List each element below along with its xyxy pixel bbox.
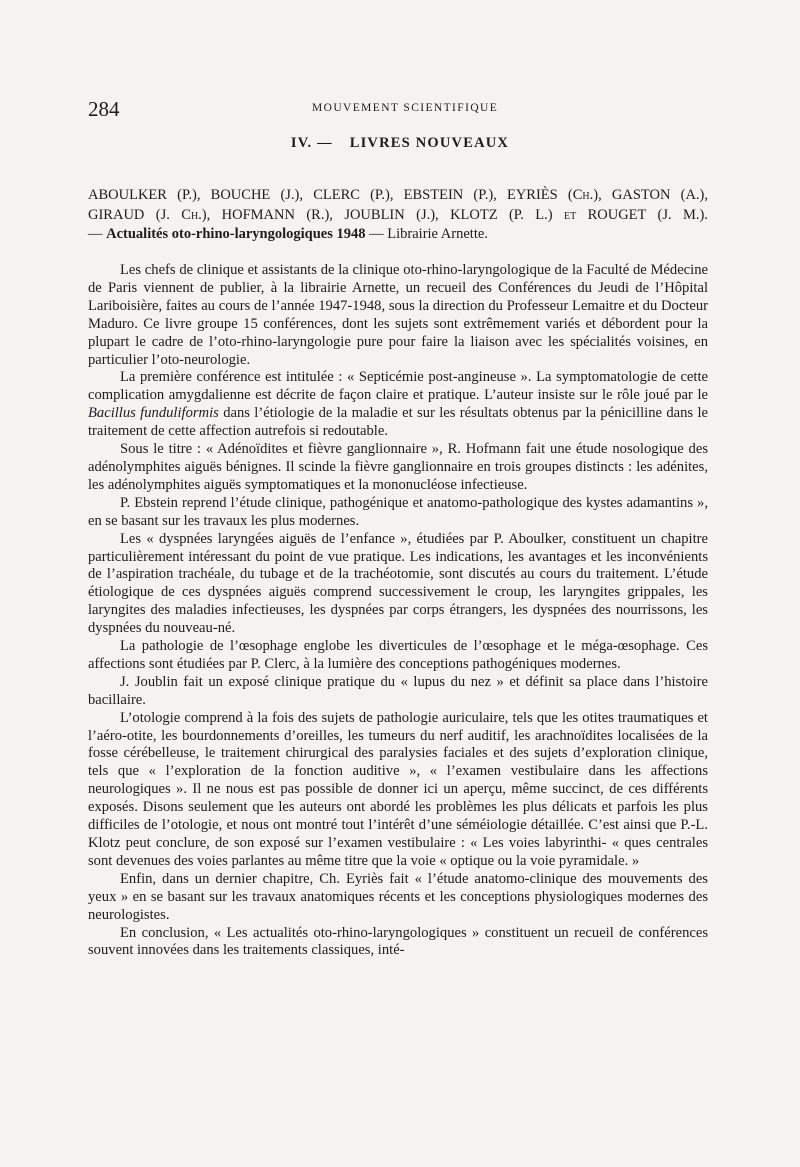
running-header	[88, 97, 708, 119]
book-title: Actualités oto-rhino-laryngologiques 1948	[106, 226, 366, 242]
book-reference	[88, 186, 708, 245]
paragraph: Les chefs de clinique et assistants de la clinique oto-rhino-laryngologique de la Faculté de Médecine de Paris viennent de publier, à la librairie Arnette, un recueil des Conférences du Jeudi de l’Hôpital Lariboisière, faites au cours de l’année 1947-1948, sous la direction du Professeur Lemaitre et du Docteur Maduro. Ce livre groupe 15 conférences, dont les sujets sont extrêmement variés et débordent pour la plupart le cadre de l’oto-rhino-laryngologie pure pour faire la liaison avec les spécialités voisines, en particulier l’oto-neurologie.	[88, 262, 708, 368]
reference-authors-line-2: GIRAUD (J. Ch.), HOFMANN (R.), JOUBLIN (J.), KLOTZ (P. L.) et ROUGET (J. M.).	[88, 206, 708, 223]
reference-title-line	[88, 225, 708, 245]
review-body	[88, 262, 708, 960]
paragraph: En conclusion, « Les actualités oto-rhino-laryngologiques » constituent un recueil de conférences souvent innovées dans les traitements classiques, inté-	[88, 924, 708, 959]
paragraph-text: dans l’étiologie de la maladie et sur les résultats obtenus par la pénicilline dans le traitement de cette affection autrefois si redoutable.	[88, 405, 708, 440]
paragraph: L’otologie comprend à la fois des sujets de pathologie auriculaire, tels que les otites traumatiques et l’aéro-otite, les bourdonnements d’oreilles, les tumeurs du nerf auditif, les arachnoïdites localisées de la fosse cérébelleuse, le traitement chirurgical des paralysies faciales et des sujets d’exploration clinique, tels que « l’exploration de la fonction auditive », « l’examen vestibulaire dans les affections neurologiques ». Il ne nous est pas possible de donner ici un aperçu, même succinct, de ces différents exposés. Disons seulement que les auteurs ont abordé les problèmes les plus délicats et parfois les plus difficiles de l’otologie, et nous ont montré tout l’intérêt d’une séméiologie détaillée. C’est ainsi que P.-L. Klotz peut conclure, de son exposé sur l’examen vestibulaire : « Les voies labyrinthi- « ques centrales sont devenues des voies parlantes au même titre que la voie « optique ou la voie pyramidale. »	[88, 709, 708, 869]
section-number: IV. —	[290, 135, 333, 151]
section-heading	[0, 135, 800, 152]
paragraph: Les « dyspnées laryngées aiguës de l’enfance », étudiées par P. Aboulker, constituent un chapitre particulièrement intéressant du point de vue pratique. Les indications, les avantages et les inconvénients de l’aspiration trachéale, du tubage et de la trachéotomie, sont discutés au cours du traitement. L’étude étiologique de ces dyspnées aiguës comprend successivement le croup, les laryngites grippales, les laryngites des maladies infectieuses, les dyspnées par corps étrangers, les dyspnées des nourrissons, les dyspnées du nouveau-né.	[88, 530, 708, 637]
paragraph: Enfin, dans un dernier chapitre, Ch. Eyriès fait « l’étude anatomo-clinique des mouvements des yeux » en se basant sur les travaux anatomiques récents et les conceptions physiologiques modernes des neurologistes.	[88, 870, 708, 923]
paragraph: J. Joublin fait un exposé clinique pratique du « lupus du nez » et définit sa place dans l’histoire bacillaire.	[88, 673, 708, 708]
running-title: MOUVEMENT SCIENTIFIQUE	[312, 102, 499, 114]
paragraph: Sous le titre : « Adénoïdites et fièvre ganglionnaire », R. Hofmann fait une étude nosologique des adénolymphites aiguës bénignes. Il scinde la fièvre ganglionnaire en trois groupes distincts : les adénites, les adénolymphites aiguës symptomatiques et la mononucléose infectieuse.	[88, 441, 708, 493]
paragraph: P. Ebstein reprend l’étude clinique, pathogénique et anatomo-pathologique des kystes adamantins », en se basant sur les travaux les plus modernes.	[88, 494, 708, 529]
paragraph-text: La première conférence est intitulée : « Septicémie post-angineuse ». La symptomatologie de cette complication amygdalienne est décrite de façon claire et pratique. L’auteur insiste sur le rôle joué par le	[88, 369, 708, 404]
publisher: — Librairie Arnette.	[369, 226, 488, 242]
reference-dash: —	[88, 226, 103, 242]
paragraph: La pathologie de l’œsophage englobe les diverticules de l’œsophage et le méga-œsophage. Ces affections sont étudiées par P. Clerc, à la lumière des conceptions pathogéniques modernes.	[88, 638, 708, 672]
paragraph	[88, 369, 708, 441]
reference-authors-line-1: ABOULKER (P.), BOUCHE (J.), CLERC (P.), EBSTEIN (P.), EYRIÈS (Ch.), GASTON (A.),	[88, 187, 708, 203]
species-name: Bacillus funduliformis	[88, 405, 219, 422]
section-title: LIVRES NOUVEAUX	[349, 135, 510, 151]
page-number: 284	[88, 97, 120, 121]
